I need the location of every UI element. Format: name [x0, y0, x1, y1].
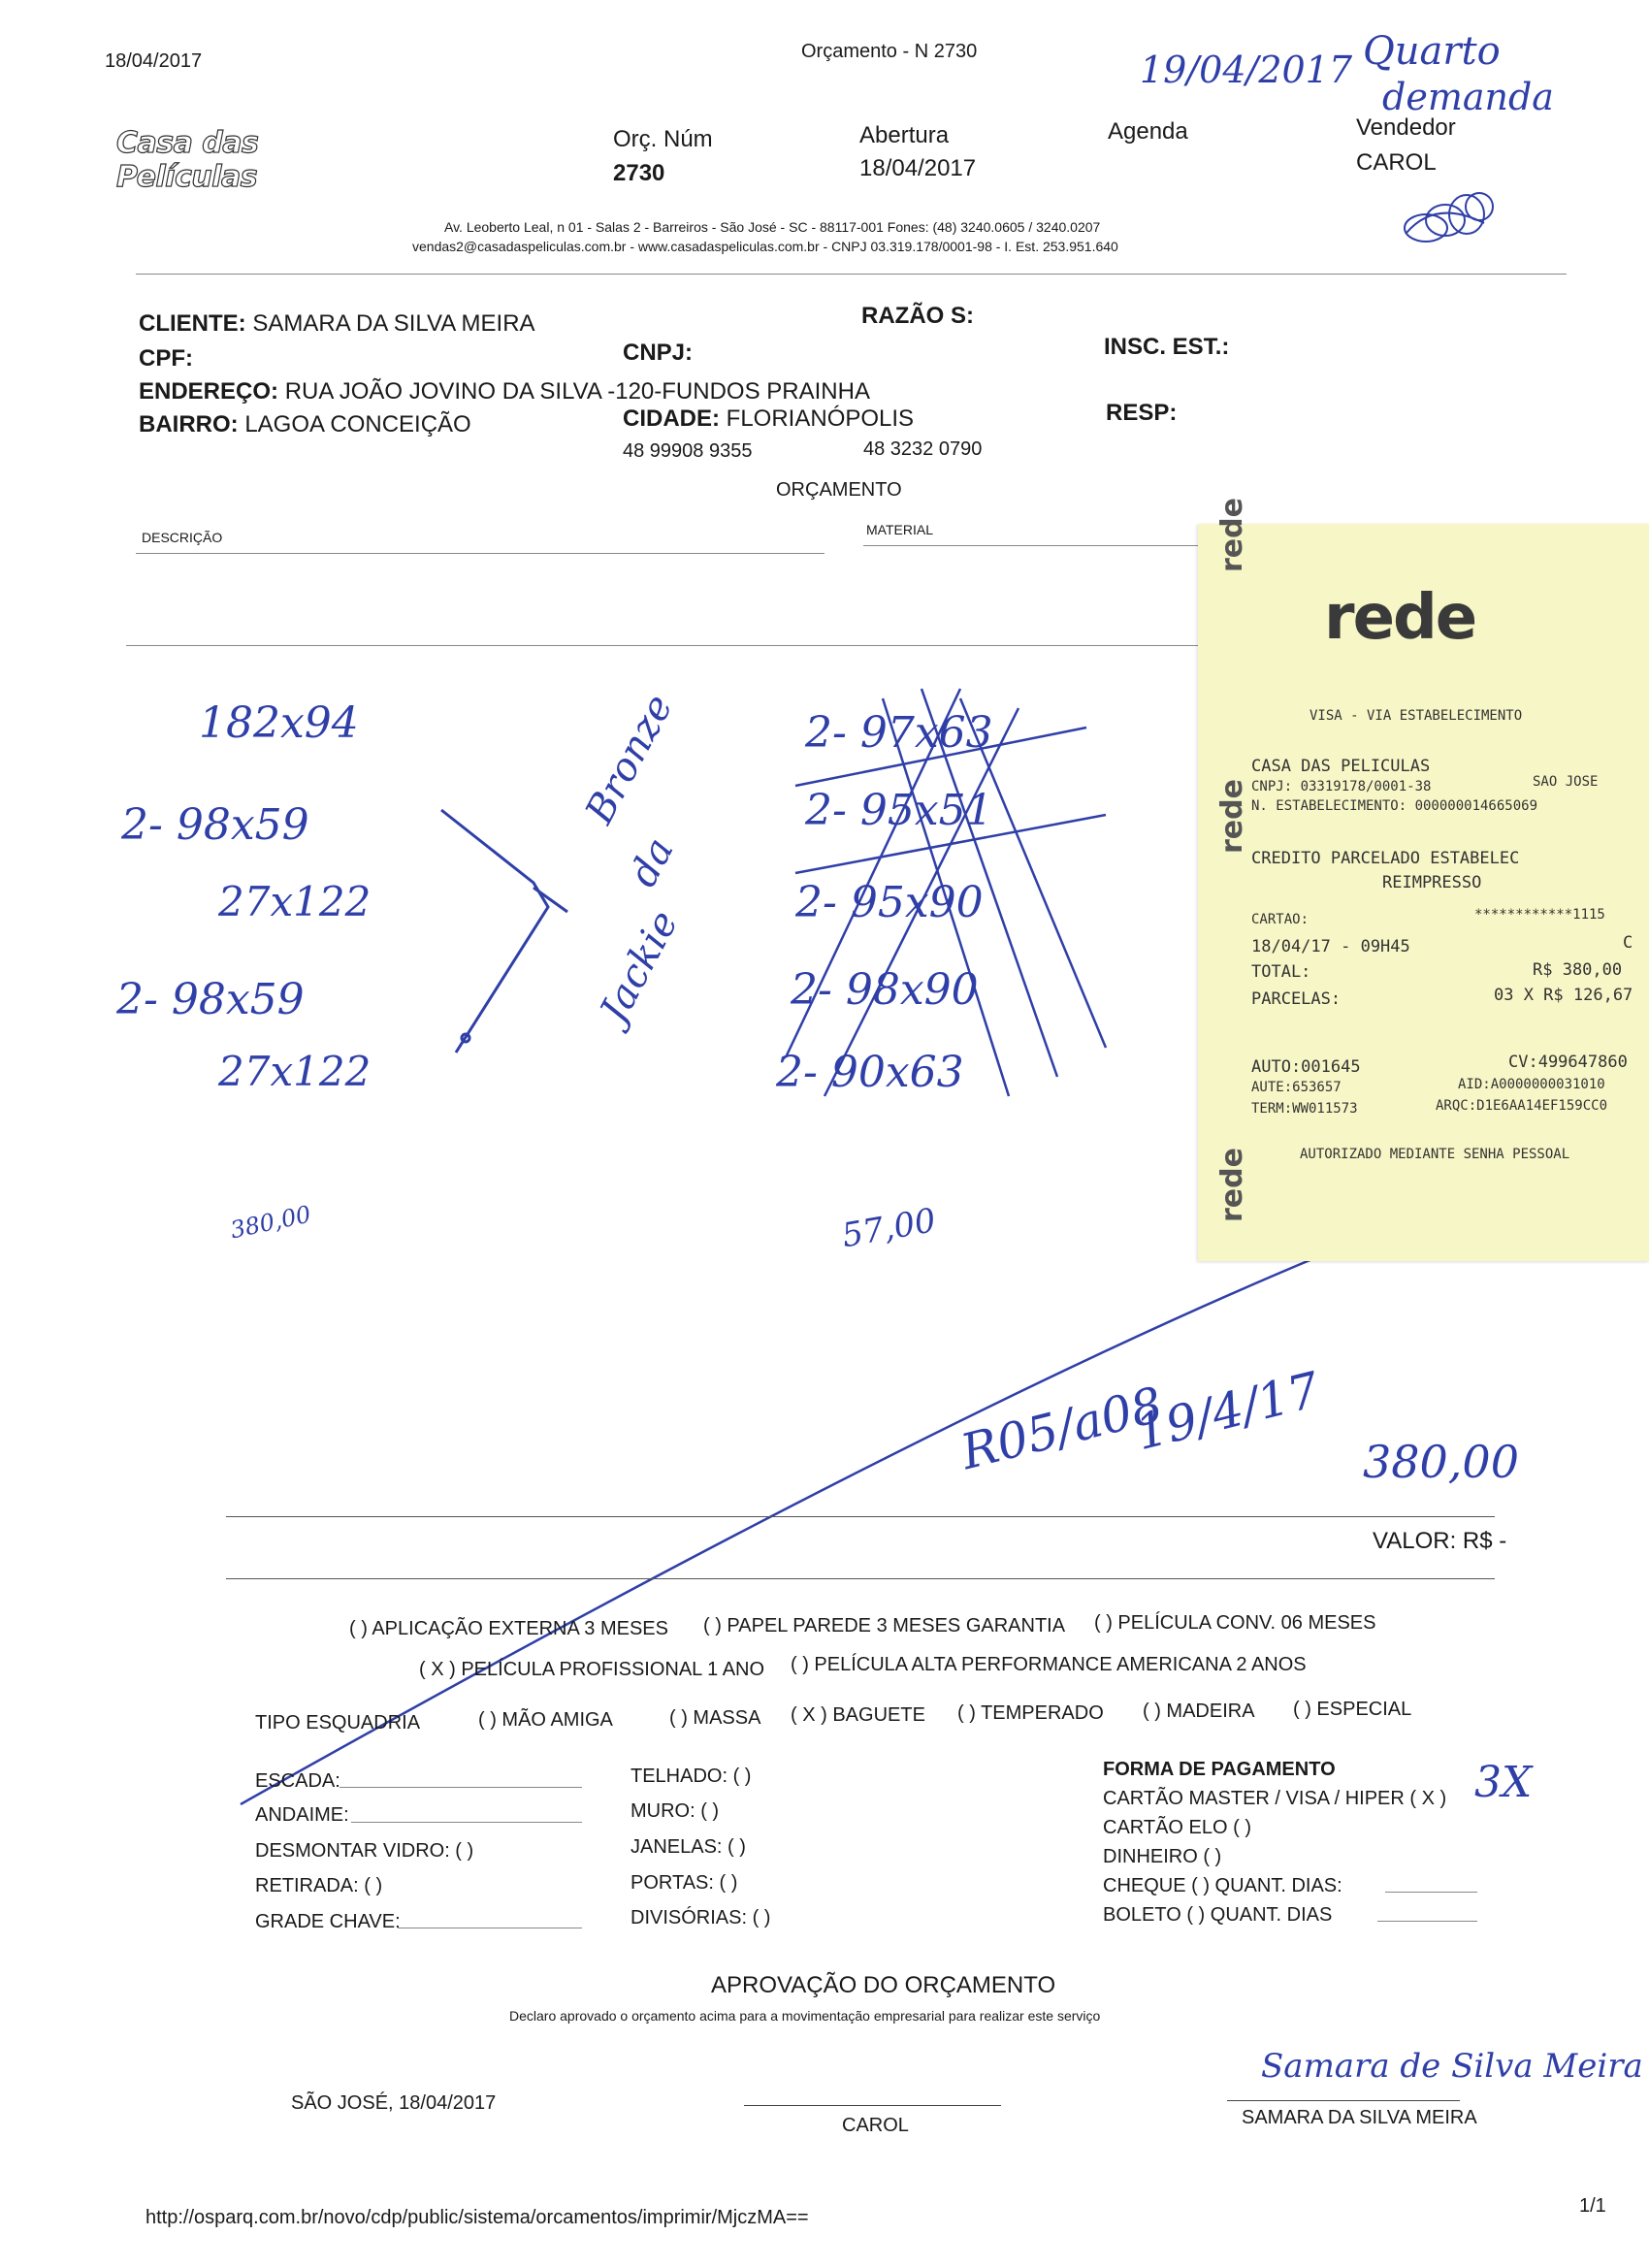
- receipt-aid: AID:A0000000031010: [1458, 1077, 1605, 1092]
- option-temperado[interactable]: ( ) TEMPERADO: [957, 1702, 1104, 1724]
- document-title: Orçamento - N 2730: [801, 41, 978, 62]
- receipt-footer: AUTORIZADO MEDIANTE SENHA PESSOAL: [1300, 1147, 1570, 1162]
- cpf-label: CPF:: [139, 345, 193, 372]
- vendedor-value: CAROL: [1356, 149, 1437, 176]
- cliente-value: SAMARA DA SILVA MEIRA: [252, 310, 535, 337]
- hw-line-3: 27x122: [218, 878, 372, 925]
- company-logo: Casa das Películas: [116, 126, 259, 194]
- handwritten-note-1: Quarto: [1363, 29, 1501, 74]
- vendedor-label: Vendedor: [1356, 114, 1456, 141]
- tipo-esquadria-label: TIPO ESQUADRIA: [255, 1712, 421, 1733]
- endereco-row: [139, 378, 870, 405]
- muro[interactable]: MURO: ( ): [630, 1800, 720, 1822]
- material-line: [863, 545, 1198, 546]
- address-line-1: Av. Leoberto Leal, n 01 - Salas 2 - Barreiros - São José - SC - 88117-001 Fones: (48) 3240.0605 / 3240.0207: [444, 219, 1101, 235]
- footer-url[interactable]: http://osparq.com.br/novo/cdp/public/sistema/orcamentos/imprimir/MjczMA==: [146, 2207, 809, 2228]
- hw-line-1: 182x94: [199, 698, 359, 748]
- receipt-c: C: [1623, 933, 1633, 953]
- option-pelicula-profissional[interactable]: ( X ) PELÍCULA PROFISSIONAL 1 ANO: [419, 1659, 765, 1680]
- descricao-label: DESCRIÇÃO: [142, 530, 223, 545]
- rede-logo: rede: [1324, 582, 1476, 654]
- hw-bronze-2: da: [621, 830, 683, 894]
- divisorias[interactable]: DIVISÓRIAS: ( ): [630, 1907, 771, 1928]
- option-papel-parede[interactable]: ( ) PAPEL PAREDE 3 MESES GARANTIA: [703, 1615, 1066, 1636]
- hw-line-2: 2- 98x59: [121, 800, 309, 850]
- cliente-label: CLIENTE:: [139, 310, 246, 337]
- receipt-aute: AUTE:653657: [1251, 1080, 1342, 1095]
- insc-label: INSC. EST.:: [1104, 334, 1230, 360]
- receipt-term: TERM:WW011573: [1251, 1101, 1358, 1117]
- approval-text: Declaro aprovado o orçamento acima para a movimentação empresarial para realizar este serviço: [509, 2008, 1101, 2024]
- escada-field[interactable]: [340, 1787, 582, 1788]
- hw-amount-left: 380,00: [228, 1200, 313, 1245]
- receipt-arqc: ARQC:D1E6AA14EF159CC0: [1436, 1098, 1608, 1114]
- hw-line-4: 2- 98x59: [116, 975, 305, 1024]
- hw-bracket: [427, 795, 582, 1067]
- bairro-value: LAGOA CONCEIÇÃO: [244, 411, 471, 437]
- receipt-datetime: 18/04/17 - 09H45: [1251, 937, 1410, 956]
- hw-crossed-3: 2- 95x90: [795, 878, 984, 927]
- option-baguete[interactable]: ( X ) BAGUETE: [791, 1704, 925, 1726]
- receipt-city: SAO JOSE: [1533, 774, 1599, 790]
- desmontar-vidro[interactable]: DESMONTAR VIDRO: ( ): [255, 1840, 474, 1862]
- receipt-parcelas-label: PARCELAS:: [1251, 989, 1342, 1009]
- cidade-row: [623, 405, 914, 433]
- option-especial[interactable]: ( ) ESPECIAL: [1293, 1699, 1412, 1720]
- budget-title: ORÇAMENTO: [776, 479, 902, 501]
- portas[interactable]: PORTAS: ( ): [630, 1872, 738, 1894]
- receipt-cnpj: CNPJ: 03319178/0001-38: [1251, 779, 1432, 794]
- cheque-dias-field[interactable]: [1385, 1892, 1477, 1893]
- receipt-estab: N. ESTABELECIMENTO: 000000014665069: [1251, 798, 1538, 814]
- grade-chave-label: GRADE CHAVE:: [255, 1911, 401, 1932]
- telhado[interactable]: TELHADO: ( ): [630, 1766, 752, 1787]
- hw-line-5: 27x122: [218, 1048, 372, 1095]
- receipt-cv: CV:499647860: [1508, 1053, 1628, 1072]
- option-pelicula-conv[interactable]: ( ) PELÍCULA CONV. 06 MESES: [1094, 1612, 1376, 1634]
- escada-label: ESCADA:: [255, 1770, 340, 1792]
- hw-bronze-1: Bronze: [577, 687, 682, 831]
- receipt-reprint: REIMPRESSO: [1382, 873, 1482, 892]
- receipt-type: CREDITO PARCELADO ESTABELEC: [1251, 849, 1520, 868]
- razao-label: RAZÃO S:: [861, 303, 974, 329]
- option-aplicacao-externa[interactable]: ( ) APLICAÇÃO EXTERNA 3 MESES: [349, 1618, 668, 1639]
- hw-auth-date: 19/4/17: [1130, 1361, 1326, 1462]
- resp-label: RESP:: [1106, 400, 1178, 426]
- receipt-auto: AUTO:001645: [1251, 1057, 1361, 1077]
- receipt-side-logo-3: rede: [1215, 1148, 1249, 1222]
- abertura-value: 18/04/2017: [859, 155, 977, 181]
- cidade-value: FLORIANÓPOLIS: [726, 405, 915, 432]
- receipt-total-label: TOTAL:: [1251, 962, 1311, 982]
- receipt-merchant: CASA DAS PELICULAS: [1251, 757, 1431, 776]
- descricao-line: [136, 553, 824, 554]
- payment-boleto[interactable]: BOLETO ( ) QUANT. DIAS: [1103, 1904, 1333, 1926]
- hw-crossout: [766, 669, 1154, 1116]
- orc-value: 2730: [613, 160, 665, 186]
- bairro-row: [139, 411, 471, 438]
- receipt-via: VISA - VIA ESTABELECIMENTO: [1310, 708, 1523, 724]
- approval-place-date: SÃO JOSÉ, 18/04/2017: [291, 2092, 497, 2114]
- payment-dinheiro[interactable]: DINHEIRO ( ): [1103, 1846, 1222, 1867]
- signature-scribble: [1397, 179, 1504, 252]
- andaime-label: ANDAIME:: [255, 1804, 349, 1826]
- option-pelicula-alta-performance[interactable]: ( ) PELÍCULA ALTA PERFORMANCE AMERICANA 2 ANOS: [791, 1654, 1307, 1675]
- hw-payment-note: 3X: [1474, 1758, 1533, 1807]
- abertura-label: Abertura: [859, 122, 950, 148]
- hw-crossed-5: 2- 90x63: [776, 1048, 964, 1097]
- boleto-dias-field[interactable]: [1377, 1921, 1477, 1922]
- andaime-field[interactable]: [351, 1822, 582, 1823]
- cidade-label: CIDADE:: [623, 405, 720, 432]
- option-massa[interactable]: ( ) MASSA: [669, 1707, 761, 1729]
- option-madeira[interactable]: ( ) MADEIRA: [1143, 1701, 1255, 1722]
- retirada[interactable]: RETIRADA: ( ): [255, 1875, 383, 1896]
- phone-1: 48 99908 9355: [623, 440, 753, 462]
- agenda-label: Agenda: [1108, 118, 1188, 145]
- receipt-parcelas-value: 03 X R$ 126,67: [1494, 986, 1633, 1005]
- orc-label: Orç. Núm: [613, 126, 713, 152]
- print-date: 18/04/2017: [105, 50, 203, 72]
- cliente-row: [139, 310, 535, 338]
- hw-amount-mid: 57,00: [839, 1201, 939, 1256]
- header-divider: [136, 274, 1567, 275]
- approval-title: APROVAÇÃO DO ORÇAMENTO: [711, 1972, 1056, 1998]
- payment-title: FORMA DE PAGAMENTO: [1103, 1759, 1336, 1780]
- payment-cartao[interactable]: CARTÃO MASTER / VISA / HIPER ( X ): [1103, 1788, 1447, 1809]
- handwritten-date: 19/04/2017: [1140, 49, 1353, 91]
- payment-cheque[interactable]: CHEQUE ( ) QUANT. DIAS:: [1103, 1875, 1342, 1896]
- receipt-side-logo-2: rede: [1215, 779, 1249, 854]
- client-signature: Samara de Silva Meira: [1261, 2047, 1643, 2086]
- hw-auth: R05/a08: [955, 1376, 1169, 1481]
- hw-amount-right: 380,00: [1363, 1436, 1519, 1488]
- footer-page: 1/1: [1579, 2195, 1606, 2217]
- hw-crossed-2: 2- 95x51: [805, 786, 993, 835]
- address-line-2: vendas2@casadaspeliculas.com.br - www.casadaspeliculas.com.br - CNPJ 03.319.178/0001-98 - I. Est. 253.951.640: [412, 239, 1118, 254]
- endereco-label: ENDEREÇO:: [139, 378, 279, 405]
- valor-line-bottom: [226, 1578, 1495, 1579]
- cnpj-label: CNPJ:: [623, 340, 694, 366]
- phone-2: 48 3232 0790: [863, 438, 983, 460]
- receipt-side-logo-1: rede: [1215, 498, 1249, 572]
- approval-seller: CAROL: [842, 2115, 909, 2136]
- material-label: MATERIAL: [866, 522, 933, 537]
- endereco-value: RUA JOÃO JOVINO DA SILVA -120-FUNDOS PRAINHA: [284, 378, 870, 405]
- valor-label: VALOR: R$ -: [1373, 1528, 1507, 1554]
- client-signature-line: [1227, 2100, 1460, 2101]
- hw-bronze-3: Jackie: [592, 903, 688, 1030]
- receipt-card-value: ************1115: [1474, 907, 1605, 923]
- janelas[interactable]: JANELAS: ( ): [630, 1836, 746, 1858]
- option-mao-amiga[interactable]: ( ) MÃO AMIGA: [478, 1709, 613, 1731]
- hw-crossed-4: 2- 98x90: [791, 965, 979, 1015]
- receipt-card-label: CARTAO:: [1251, 912, 1310, 927]
- budget-divider: [126, 645, 1198, 646]
- receipt-total-value: R$ 380,00: [1533, 960, 1623, 980]
- payment-elo[interactable]: CARTÃO ELO ( ): [1103, 1817, 1251, 1838]
- hw-crossed-1: 2- 97x63: [805, 708, 993, 758]
- approval-client-name: SAMARA DA SILVA MEIRA: [1242, 2107, 1477, 2128]
- seller-signature-line: [744, 2105, 1001, 2106]
- card-receipt: [1198, 498, 1649, 1261]
- bairro-label: BAIRRO:: [139, 411, 239, 437]
- handwritten-note-2: demanda: [1382, 76, 1554, 118]
- valor-line-top: [226, 1516, 1495, 1517]
